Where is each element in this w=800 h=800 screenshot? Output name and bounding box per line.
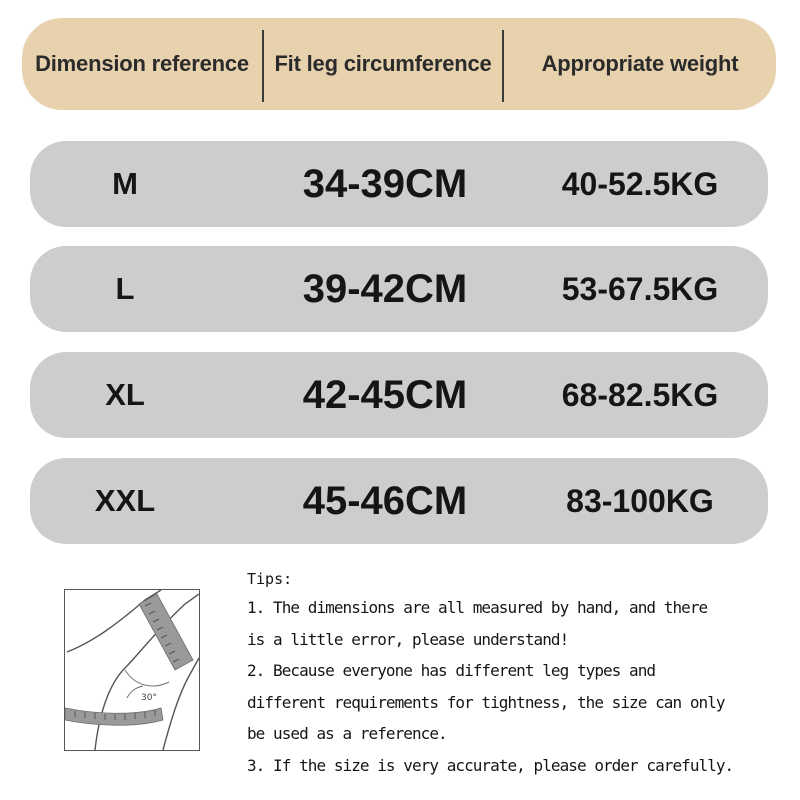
size-row-xl — [30, 352, 768, 438]
size-table-header — [22, 18, 776, 110]
tip-line: different requirements for tightness, the size can only — [247, 692, 725, 712]
header-fit-leg-circumference: Fit leg circumference — [274, 51, 492, 76]
tip-line: 2. Because everyone has different leg types and — [247, 661, 656, 680]
size-row-xxl — [30, 458, 768, 544]
tip-line: be used as a reference. — [247, 724, 447, 743]
size-label: L — [115, 271, 135, 306]
tips-title: Tips: — [247, 570, 293, 588]
tip-line: is a little error, please understand! — [247, 629, 569, 649]
tip-line: 3. If the size is very accurate, please order carefully. — [247, 755, 734, 775]
header-dimension-reference: Dimension reference — [35, 51, 249, 76]
size-row-l — [30, 246, 768, 332]
circumference-value: 34-39CM — [302, 161, 468, 206]
weight-value: 53-67.5KG — [561, 270, 719, 307]
size-row-m — [30, 141, 768, 227]
tips-section — [247, 566, 792, 781]
size-label: M — [112, 166, 138, 201]
weight-value: 83-100KG — [566, 482, 714, 519]
size-label: XL — [105, 377, 145, 412]
knee-measurement-icon — [65, 590, 199, 750]
header-appropriate-weight: Appropriate weight — [541, 51, 739, 76]
circumference-value: 45-46CM — [302, 478, 468, 523]
tip-line: 1. The dimensions are all measured by hand, and there — [247, 598, 708, 617]
weight-value: 40-52.5KG — [561, 165, 719, 202]
circumference-value: 39-42CM — [302, 266, 468, 311]
size-label: XXL — [94, 483, 156, 518]
angle-label: 30° — [141, 693, 157, 703]
knee-measurement-illustration — [64, 589, 200, 751]
weight-value: 68-82.5KG — [561, 376, 719, 413]
circumference-value: 42-45CM — [302, 372, 468, 417]
